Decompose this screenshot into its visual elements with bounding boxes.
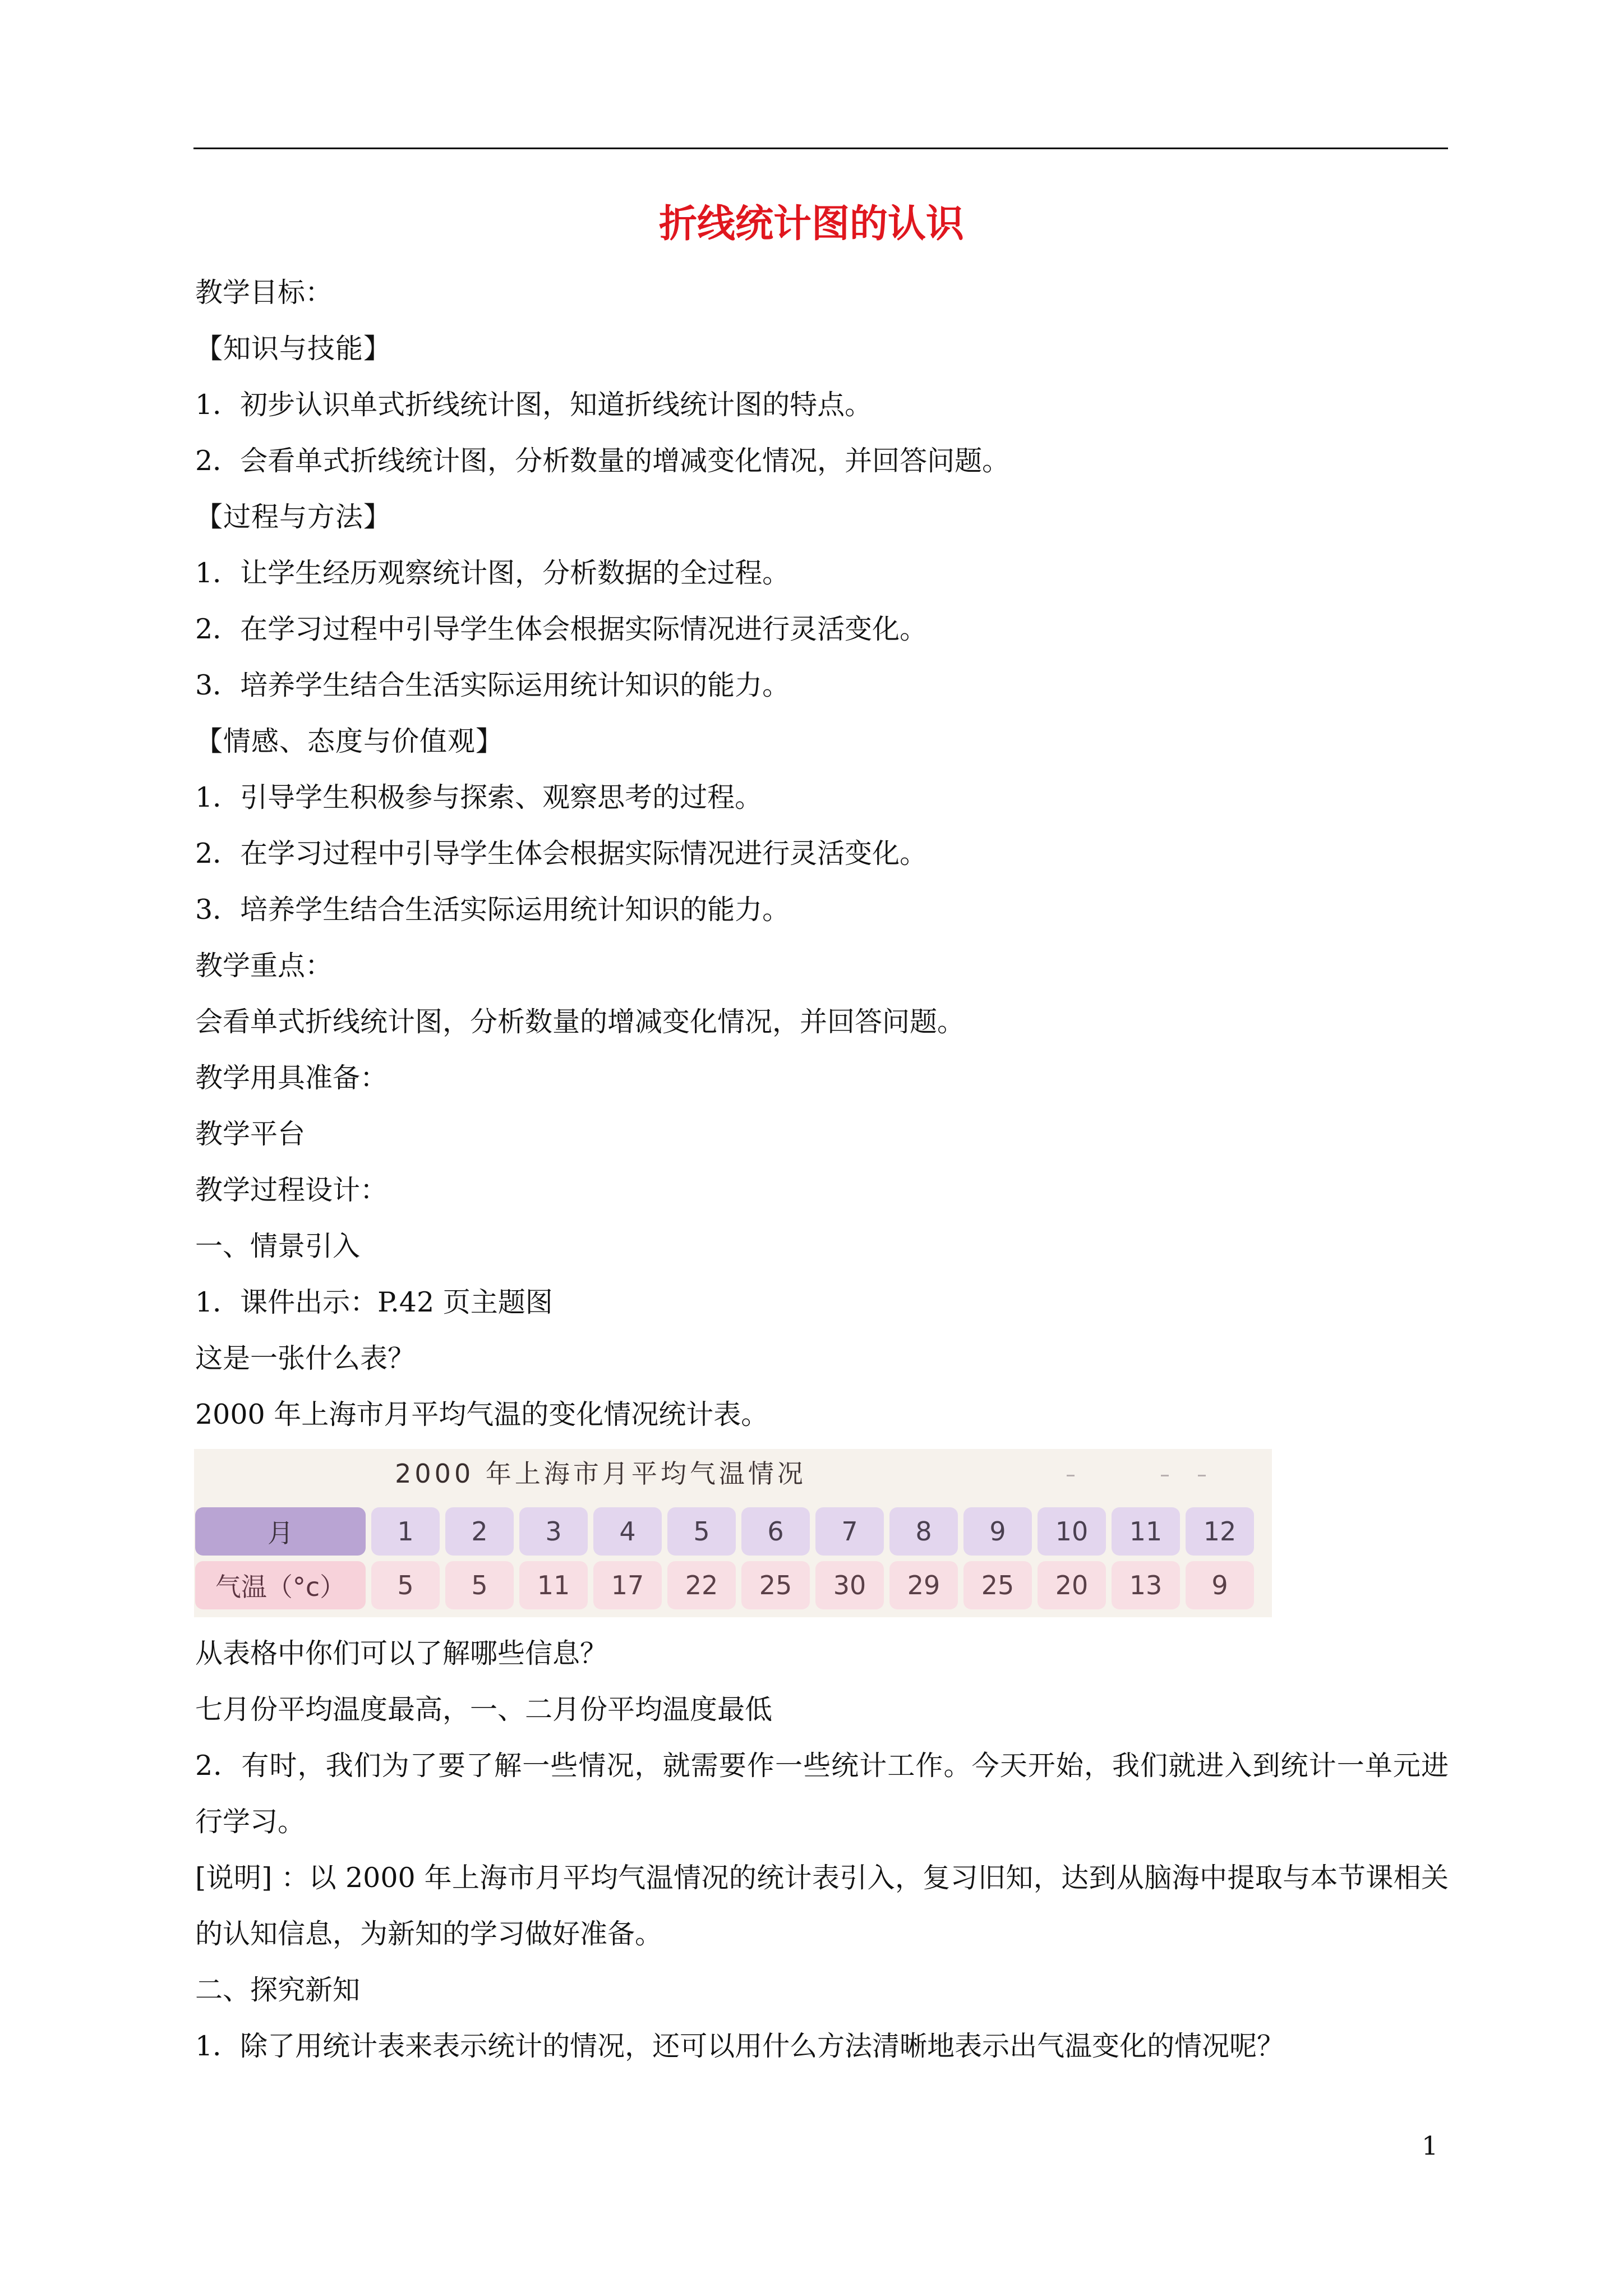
teaching-goals-heading: 教学目标： — [195, 277, 333, 309]
month-cell: 10 — [1038, 1507, 1106, 1556]
section-1-heading: 一、情景引入 — [195, 1230, 361, 1262]
decorative-dash — [1161, 1475, 1169, 1476]
process-method-heading: 【过程与方法】 — [195, 501, 392, 533]
document-title: 折线统计图的认识 — [658, 202, 964, 246]
month-cell: 12 — [1186, 1507, 1254, 1556]
temperature-cell: 30 — [815, 1561, 884, 1609]
month-cell: 8 — [889, 1507, 958, 1556]
explanation-note: [说明] ：以 2000 年上海市月平均气温情况的统计表引入，复习旧知，达到从脑海中提取与本节课相关的认知信息，为新知的学习做好准备。 — [195, 1862, 1449, 1950]
decorative-dash — [1198, 1475, 1206, 1476]
temperature-cell: 5 — [445, 1561, 514, 1609]
answer-table-description: 2000 年上海市月平均气温的变化情况统计表。 — [195, 1398, 769, 1430]
temperature-cell: 25 — [963, 1561, 1032, 1609]
goal-emotion-1: 1．引导学生积极参与探索、观察思考的过程。 — [195, 781, 763, 813]
goal-process-3: 3．培养学生结合生活实际运用统计知识的能力。 — [195, 669, 790, 701]
paragraph-statistics-intro: 2．有时，我们为了要了解一些情况，就需要作一些统计工作。今天开始，我们就进入到统计一单元进行学习。 — [195, 1750, 1449, 1838]
temperature-cell: 29 — [889, 1561, 958, 1609]
temperature-table-figure — [194, 1449, 1272, 1617]
month-cell: 5 — [667, 1507, 736, 1556]
temperature-header-cell: 气温（°c） — [195, 1561, 366, 1609]
key-points-heading: 教学重点： — [195, 950, 333, 982]
question-what-info: 从表格中你们可以了解哪些信息？ — [195, 1637, 608, 1669]
month-cell: 11 — [1112, 1507, 1180, 1556]
temperature-cell: 25 — [741, 1561, 810, 1609]
process-design-heading: 教学过程设计： — [195, 1174, 388, 1206]
month-row — [194, 1507, 1254, 1556]
key-points-text: 会看单式折线统计图，分析数量的增减变化情况，并回答问题。 — [195, 1006, 965, 1038]
temperature-cell: 22 — [667, 1561, 736, 1609]
emotion-attitude-heading: 【情感、态度与价值观】 — [195, 725, 504, 757]
temperature-cell: 11 — [519, 1561, 588, 1609]
month-header-cell: 月 — [195, 1507, 366, 1556]
temperature-cell: 13 — [1112, 1561, 1180, 1609]
goal-emotion-3: 3．培养学生结合生活实际运用统计知识的能力。 — [195, 894, 790, 926]
header-rule — [193, 148, 1448, 149]
month-cell: 4 — [593, 1507, 662, 1556]
temperature-cell: 5 — [371, 1561, 440, 1609]
question-other-methods: 1．除了用统计表来表示统计的情况，还可以用什么方法清晰地表示出气温变化的情况呢？ — [195, 2030, 1285, 2062]
month-cell: 9 — [963, 1507, 1032, 1556]
answer-highest-lowest: 七月份平均温度最高，一、二月份平均温度最低 — [195, 1694, 773, 1726]
month-cell: 3 — [519, 1507, 588, 1556]
goal-process-1: 1．让学生经历观察统计图，分析数据的全过程。 — [195, 557, 790, 589]
section-2-heading: 二、探究新知 — [195, 1974, 361, 2006]
month-cell: 2 — [445, 1507, 514, 1556]
temperature-table-title: 2000 年上海市月平均气温情况 — [395, 1458, 806, 1489]
goal-knowledge-2: 2．会看单式折线统计图，分析数量的增减变化情况，并回答问题。 — [195, 445, 1010, 477]
month-cell: 7 — [815, 1507, 884, 1556]
goal-emotion-2: 2．在学习过程中引导学生体会根据实际情况进行灵活变化。 — [195, 838, 928, 869]
goal-knowledge-1: 1．初步认识单式折线统计图，知道折线统计图的特点。 — [195, 389, 873, 421]
knowledge-skills-heading: 【知识与技能】 — [195, 333, 392, 365]
question-what-table: 这是一张什么表？ — [195, 1342, 416, 1374]
goal-process-2: 2．在学习过程中引导学生体会根据实际情况进行灵活变化。 — [195, 613, 928, 645]
temperature-cell: 20 — [1038, 1561, 1106, 1609]
temperature-cell: 17 — [593, 1561, 662, 1609]
month-cell: 1 — [371, 1507, 440, 1556]
temperature-row — [194, 1561, 1254, 1609]
decorative-dash — [1067, 1475, 1075, 1476]
temperature-cell: 9 — [1186, 1561, 1254, 1609]
month-cell: 6 — [741, 1507, 810, 1556]
teaching-tools-heading: 教学用具准备： — [195, 1062, 388, 1094]
page-number: 1 — [1422, 2131, 1438, 2161]
teaching-tools-text: 教学平台 — [195, 1118, 306, 1150]
courseware-line: 1．课件出示：P.42 页主题图 — [195, 1286, 553, 1318]
